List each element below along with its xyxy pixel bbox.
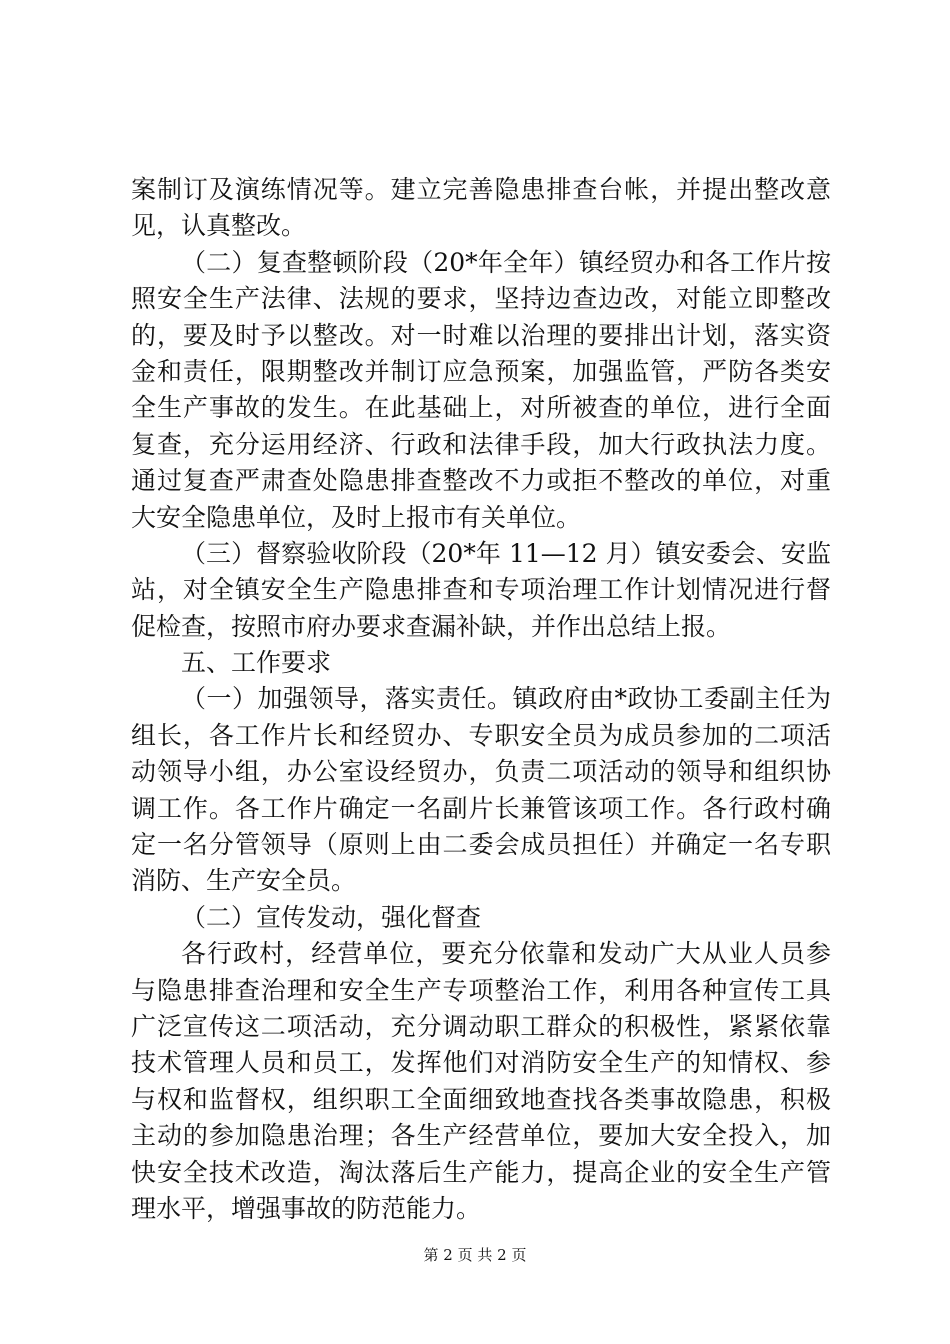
body-line: 照安全生产法律、法规的要求，坚持边查边改，对能立即整改 xyxy=(131,284,831,314)
body-line: 金和责任，限期整改并制订应急预案，加强监管，严防各类安 xyxy=(131,356,831,386)
body-line: 主动的参加隐患治理；各生产经营单位，要加大安全投入，加 xyxy=(131,1121,831,1151)
body-line: 通过复查严肃查处隐患排查整改不力或拒不整改的单位，对重 xyxy=(131,466,831,496)
body-line: 消防、生产安全员。 xyxy=(131,866,357,896)
body-line: 全生产事故的发生。在此基础上，对所被查的单位，进行全面 xyxy=(131,393,831,423)
body-line: 广泛宣传这二项活动，充分调动职工群众的积极性，紧紧依靠 xyxy=(131,1011,831,1041)
body-line: 理水平，增强事故的防范能力。 xyxy=(131,1193,482,1223)
page-footer xyxy=(0,1244,950,1265)
section-heading-line: （二）复查整顿阶段（20*年全年）镇经贸办和各工作片按 xyxy=(181,247,831,277)
body-line: 技术管理人员和员工，发挥他们对消防安全生产的知情权、参 xyxy=(131,1048,831,1078)
body-line: 各行政村，经营单位，要充分依靠和发动广大从业人员参 xyxy=(181,939,831,969)
body-line: 与权和监督权，组织职工全面细致地查找各类事故隐患，积极 xyxy=(131,1084,831,1114)
body-line: 组长，各工作片长和经贸办、专职安全员为成员参加的二项活 xyxy=(131,720,831,750)
body-line: 案制订及演练情况等。建立完善隐患排查台帐，并提出整改意 xyxy=(131,175,831,204)
body-line: 复查，充分运用经济、行政和法律手段，加大行政执法力度。 xyxy=(131,429,831,459)
body-line: 动领导小组，办公室设经贸办，负责二项活动的领导和组织协 xyxy=(131,757,831,787)
body-line: 快安全技术改造，淘汰落后生产能力，提高企业的安全生产管 xyxy=(131,1157,831,1187)
body-line: 与隐患排查治理和安全生产专项整治工作，利用各种宣传工具 xyxy=(131,975,831,1005)
body-line: 定一名分管领导（原则上由二委会成员担任）并确定一名专职 xyxy=(131,830,831,860)
body-line: 促检查，按照市府办要求查漏补缺，并作出总结上报。 xyxy=(131,611,732,641)
page-number-label: 第 2 页 共 2 页 xyxy=(423,1246,527,1264)
document-body xyxy=(131,172,831,1227)
body-line: 见，认真整改。 xyxy=(131,211,307,241)
section-heading-line: （一）加强领导，落实责任。镇政府由*政协工委副主任为 xyxy=(181,684,831,714)
body-line: 调工作。各工作片确定一名副片长兼管该项工作。各行政村确 xyxy=(131,793,831,823)
section-heading-line: （三）督察验收阶段（20*年 11—12 月）镇安委会、安监 xyxy=(181,538,831,568)
section-title: 五、工作要求 xyxy=(181,648,332,678)
body-line: 大安全隐患单位，及时上报市有关单位。 xyxy=(131,502,582,532)
body-line: 的，要及时予以整改。对一时难以治理的要排出计划，落实资 xyxy=(131,320,831,350)
body-line: 站，对全镇安全生产隐患排查和专项治理工作计划情况进行督 xyxy=(131,575,831,605)
section-heading-line: （二）宣传发动，强化督查 xyxy=(181,902,482,932)
